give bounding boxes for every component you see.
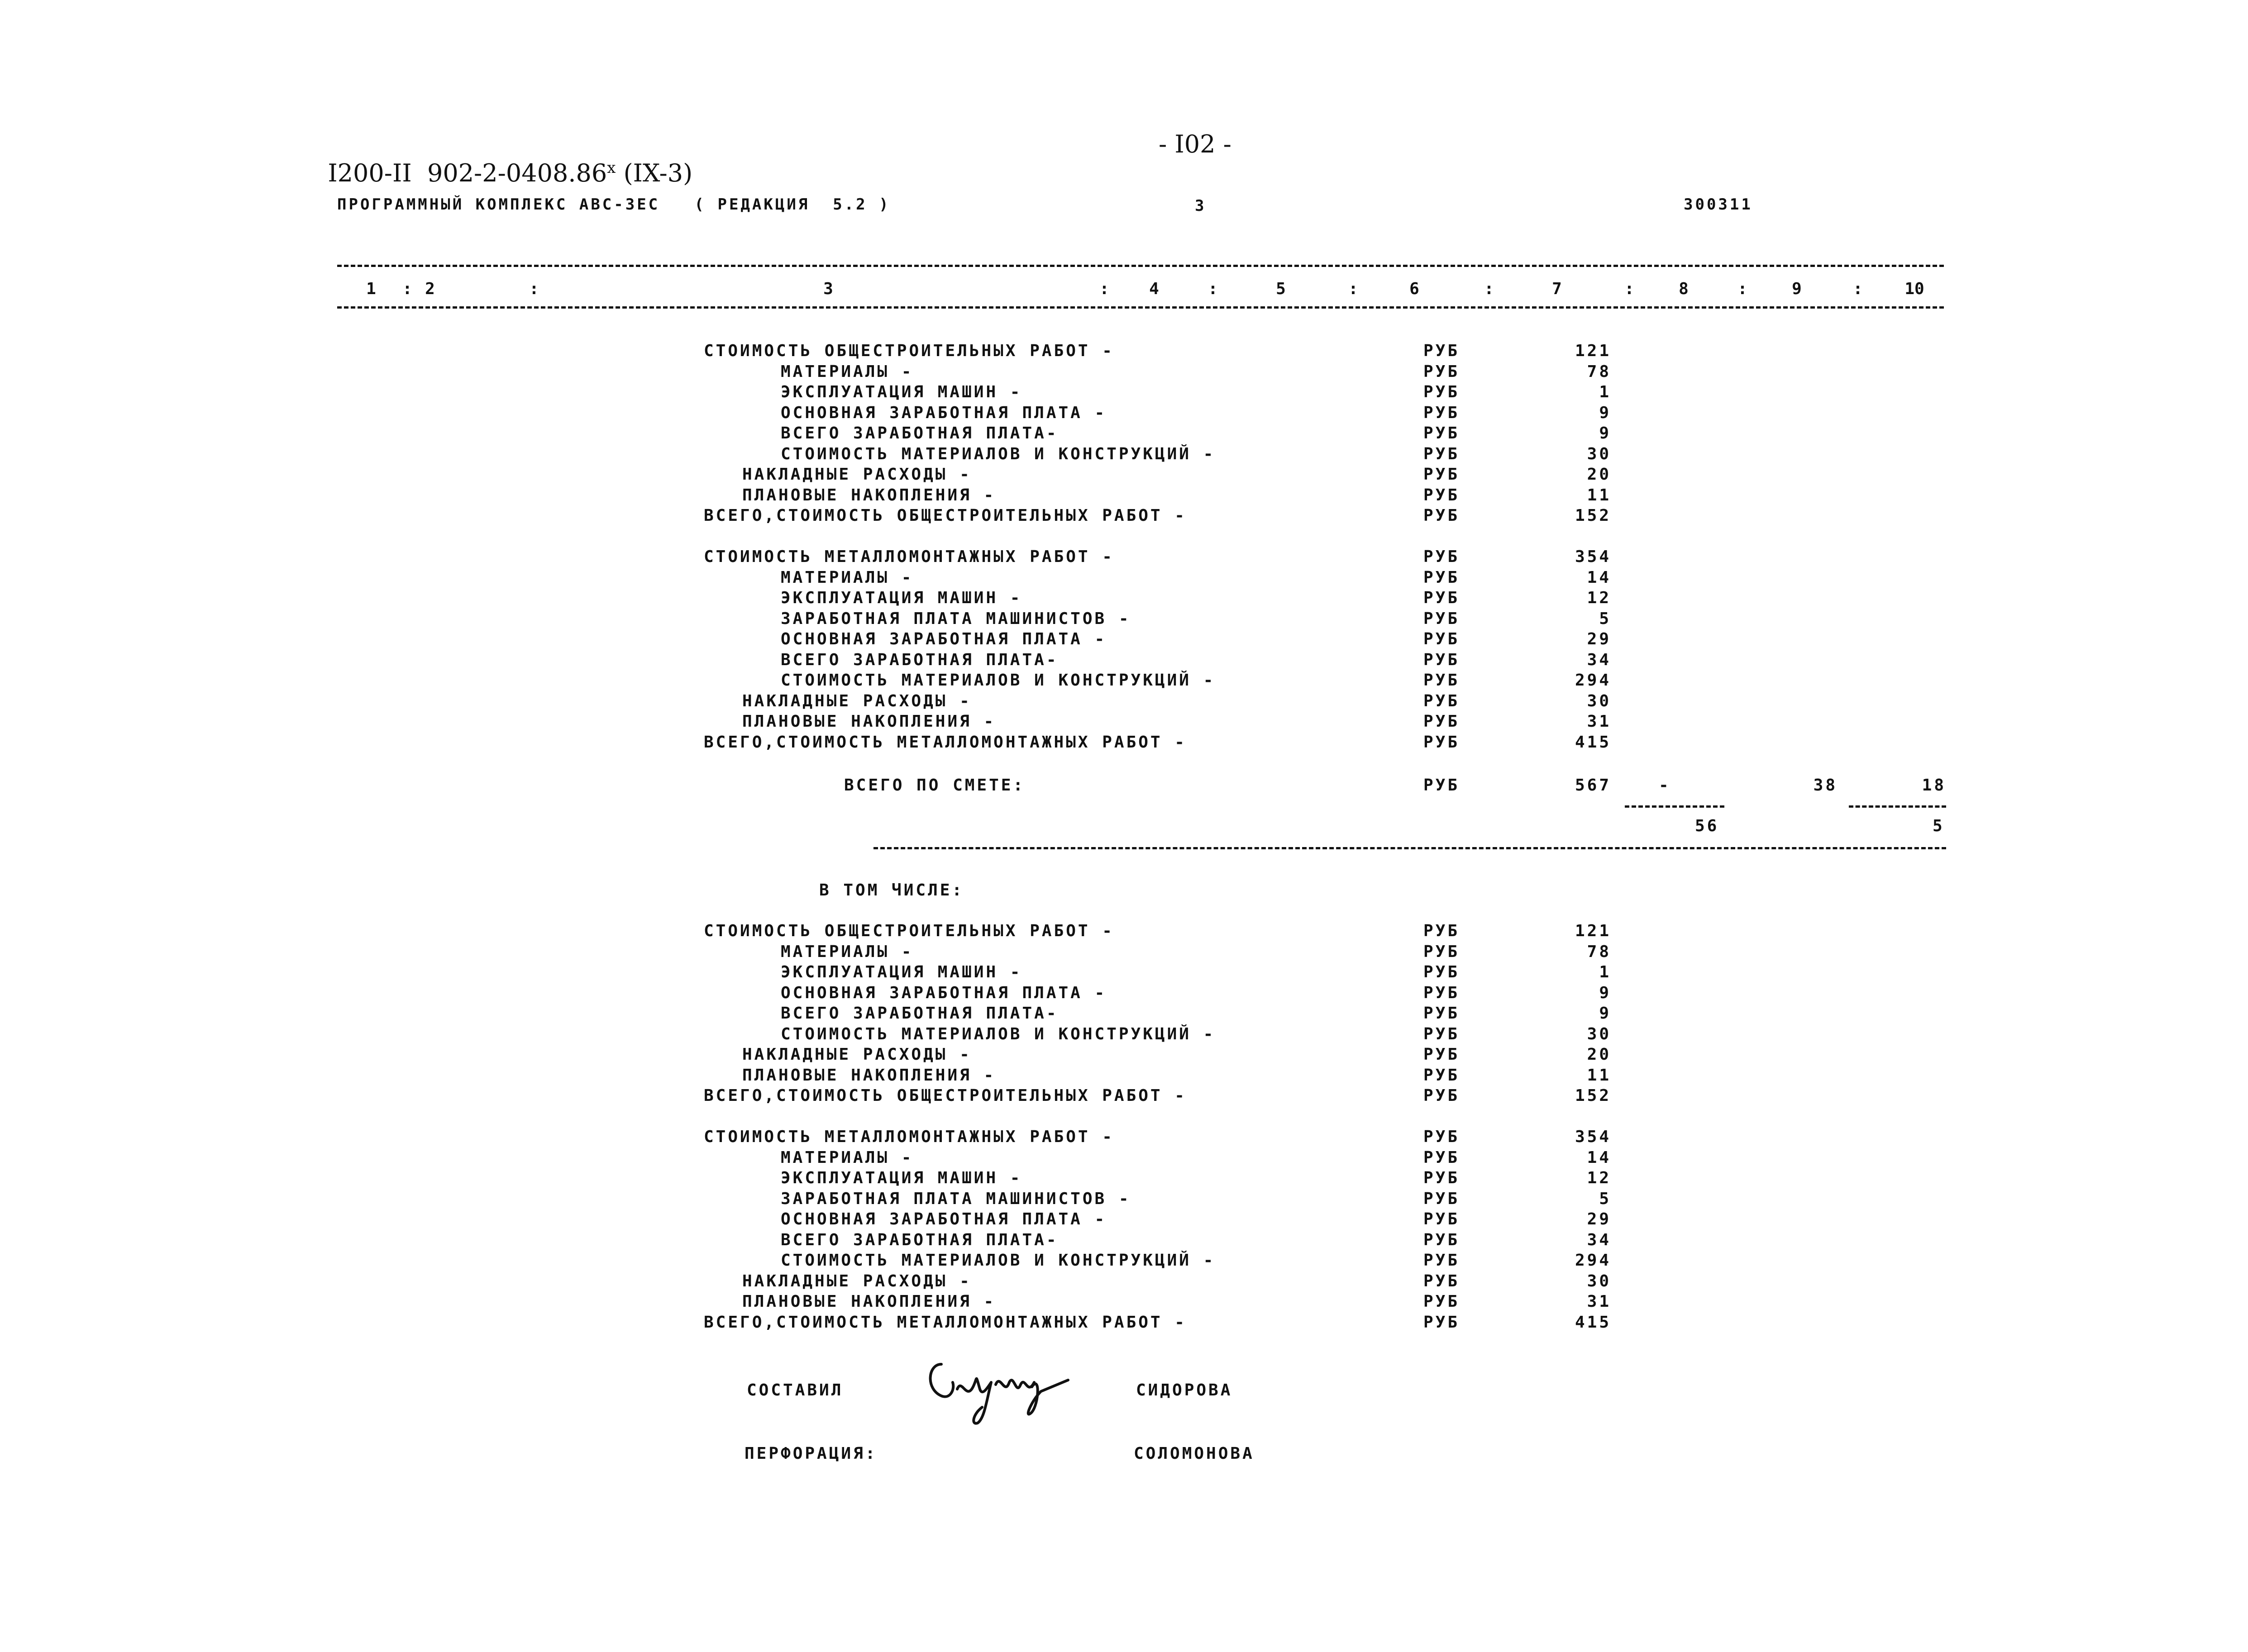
document-code-suffix: (IX-3)	[616, 159, 693, 187]
row-unit: РУБ	[1423, 1292, 1460, 1311]
row-unit: РУБ	[1423, 733, 1460, 752]
row-label: СТОИМОСТЬ МАТЕРИАЛОВ И КОНСТРУКЦИЙ -	[781, 1024, 1216, 1043]
column-separator: :	[1624, 280, 1634, 298]
row-value: 9	[1599, 1004, 1611, 1023]
row-value: 34	[1587, 650, 1611, 669]
row-value: 30	[1587, 444, 1611, 463]
perforation-name: СОЛОМОНОВА	[1134, 1444, 1255, 1463]
row-label: ЗАРАБОТНАЯ ПЛАТА МАШИНИСТОВ -	[781, 1189, 1131, 1208]
row-unit: РУБ	[1423, 983, 1460, 1002]
row-unit: РУБ	[1423, 630, 1460, 648]
row-label: ВСЕГО,СТОИМОСТЬ ОБЩЕСТРОИТЕЛЬНЫХ РАБОТ -	[704, 506, 1187, 525]
row-label: ЭКСПЛУАТАЦИЯ МАШИН -	[781, 589, 1022, 607]
row-unit: РУБ	[1423, 1210, 1460, 1228]
row-unit: РУБ	[1423, 486, 1460, 505]
row-unit: РУБ	[1423, 712, 1460, 731]
header-rule-bottom	[337, 306, 1944, 309]
row-value: 354	[1575, 1128, 1611, 1146]
row-label: МАТЕРИАЛЫ -	[781, 568, 914, 587]
row-label: СТОИМОСТЬ МЕТАЛЛОМОНТАЖНЫХ РАБОТ -	[704, 1128, 1114, 1146]
row-label: НАКЛАДНЫЕ РАСХОДЫ -	[742, 465, 972, 484]
column-number: 6	[1409, 280, 1419, 298]
row-value: 30	[1587, 691, 1611, 710]
row-value: 415	[1575, 1313, 1611, 1332]
row-value: 152	[1575, 1086, 1611, 1105]
total-sub-col10: 5	[1933, 817, 1945, 835]
row-unit: РУБ	[1423, 1189, 1460, 1208]
row-value: 30	[1587, 1271, 1611, 1290]
row-unit: РУБ	[1423, 1086, 1460, 1105]
column-separator: :	[1099, 280, 1109, 298]
row-unit: РУБ	[1423, 1004, 1460, 1023]
row-unit: РУБ	[1423, 1066, 1460, 1085]
column-number: 7	[1552, 280, 1562, 298]
including-label: В ТОМ ЧИСЛЕ:	[819, 881, 964, 900]
column-number: 3	[823, 280, 833, 298]
row-unit: РУБ	[1423, 506, 1460, 525]
row-label: МАТЕРИАЛЫ -	[781, 1148, 914, 1167]
row-label: ВСЕГО ЗАРАБОТНАЯ ПЛАТА-	[781, 1004, 1059, 1023]
row-value: 354	[1575, 547, 1611, 566]
row-label: ПЛАНОВЫЕ НАКОПЛЕНИЯ -	[742, 486, 996, 505]
column-separator: :	[1348, 280, 1358, 298]
row-label: ОСНОВНАЯ ЗАРАБОТНАЯ ПЛАТА -	[781, 1210, 1107, 1228]
column-separator: :	[1208, 280, 1218, 298]
row-label: ВСЕГО,СТОИМОСТЬ МЕТАЛЛОМОНТАЖНЫХ РАБОТ -	[704, 1313, 1187, 1332]
program-title: ПРОГРАММНЫЙ КОМПЛЕКС АВС-ЗЕС ( РЕДАКЦИЯ 5.2 )	[337, 195, 891, 214]
row-label: ЭКСПЛУАТАЦИЯ МАШИН -	[781, 383, 1022, 401]
row-value: 29	[1587, 630, 1611, 648]
row-label: ЗАРАБОТНАЯ ПЛАТА МАШИНИСТОВ -	[781, 609, 1131, 628]
row-label: СТОИМОСТЬ МАТЕРИАЛОВ И КОНСТРУКЦИЙ -	[781, 671, 1216, 690]
row-unit: РУБ	[1423, 1313, 1460, 1332]
row-value: 12	[1587, 1169, 1611, 1187]
header-rule-top	[337, 265, 1944, 267]
row-unit: РУБ	[1423, 383, 1460, 401]
row-unit: РУБ	[1423, 1230, 1460, 1249]
row-label: ЭКСПЛУАТАЦИЯ МАШИН -	[781, 1169, 1022, 1187]
document-code	[312, 136, 692, 186]
total-label: ВСЕГО ПО СМЕТЕ:	[844, 776, 1026, 795]
row-label: МАТЕРИАЛЫ -	[781, 942, 914, 961]
row-label: ОСНОВНАЯ ЗАРАБОТНАЯ ПЛАТА -	[781, 403, 1107, 422]
total-col9: 38	[1813, 776, 1838, 795]
row-label: ПЛАНОВЫЕ НАКОПЛЕНИЯ -	[742, 712, 996, 731]
row-value: 14	[1587, 1148, 1611, 1167]
row-value: 5	[1599, 609, 1611, 628]
column-number: 10	[1904, 280, 1924, 298]
row-label: НАКЛАДНЫЕ РАСХОДЫ -	[742, 691, 972, 710]
row-unit: РУБ	[1423, 444, 1460, 463]
column-separator: :	[529, 280, 539, 298]
column-separator: :	[1737, 280, 1747, 298]
column-number: 8	[1679, 280, 1689, 298]
row-unit: РУБ	[1423, 691, 1460, 710]
row-value: 29	[1587, 1210, 1611, 1228]
row-value: 14	[1587, 568, 1611, 587]
row-unit: РУБ	[1423, 942, 1460, 961]
row-value: 415	[1575, 733, 1611, 752]
row-value: 11	[1587, 486, 1611, 505]
row-unit: РУБ	[1423, 963, 1460, 981]
row-value: 121	[1575, 342, 1611, 360]
row-value: 5	[1599, 1189, 1611, 1208]
row-unit: РУБ	[1423, 342, 1460, 360]
row-value: 9	[1599, 424, 1611, 443]
row-unit: РУБ	[1423, 650, 1460, 669]
column-number: 9	[1792, 280, 1802, 298]
row-unit: РУБ	[1423, 465, 1460, 484]
row-value: 294	[1575, 671, 1611, 690]
row-unit: РУБ	[1423, 1169, 1460, 1187]
row-label: СТОИМОСТЬ МЕТАЛЛОМОНТАЖНЫХ РАБОТ -	[704, 547, 1114, 566]
total-rule	[873, 847, 1946, 849]
row-value: 78	[1587, 942, 1611, 961]
total-subrule-col10	[1849, 805, 1946, 808]
row-value: 1	[1599, 383, 1611, 401]
row-unit: РУБ	[1423, 609, 1460, 628]
total-col10: 18	[1922, 776, 1946, 795]
row-unit: РУБ	[1423, 589, 1460, 607]
compiled-name: СИДОРОВА	[1136, 1381, 1233, 1400]
row-label: СТОИМОСТЬ ОБЩЕСТРОИТЕЛЬНЫХ РАБОТ -	[704, 922, 1114, 940]
row-label: СТОИМОСТЬ МАТЕРИАЛОВ И КОНСТРУКЦИЙ -	[781, 444, 1216, 463]
perforation-label: ПЕРФОРАЦИЯ:	[745, 1444, 878, 1463]
row-unit: РУБ	[1423, 1271, 1460, 1290]
row-value: 31	[1587, 712, 1611, 731]
row-unit: РУБ	[1423, 403, 1460, 422]
document-id: 300311	[1684, 195, 1753, 214]
row-value: 9	[1599, 403, 1611, 422]
column-number: 4	[1149, 280, 1159, 298]
row-value: 152	[1575, 506, 1611, 525]
page-number: - I02 -	[1159, 130, 1231, 158]
row-label: ВСЕГО,СТОИМОСТЬ ОБЩЕСТРОИТЕЛЬНЫХ РАБОТ -	[704, 1086, 1187, 1105]
row-value: 20	[1587, 1045, 1611, 1064]
row-label: СТОИМОСТЬ МАТЕРИАЛОВ И КОНСТРУКЦИЙ -	[781, 1251, 1216, 1270]
total-subrule-col8	[1625, 805, 1724, 808]
column-number: 2	[425, 280, 435, 298]
row-value: 20	[1587, 465, 1611, 484]
row-label: ВСЕГО ЗАРАБОТНАЯ ПЛАТА-	[781, 1230, 1059, 1249]
column-separator: :	[1853, 280, 1863, 298]
row-value: 12	[1587, 589, 1611, 607]
row-value: 78	[1587, 362, 1611, 381]
document-code-main: I200-II 902-2-0408.86	[328, 159, 607, 187]
row-value: 294	[1575, 1251, 1611, 1270]
total-sub-col8: 56	[1695, 817, 1719, 835]
sheet-number: 3	[1195, 197, 1207, 215]
row-label: ПЛАНОВЫЕ НАКОПЛЕНИЯ -	[742, 1066, 996, 1085]
row-value: 30	[1587, 1024, 1611, 1043]
row-value: 9	[1599, 983, 1611, 1002]
row-label: ПЛАНОВЫЕ НАКОПЛЕНИЯ -	[742, 1292, 996, 1311]
row-unit: РУБ	[1423, 1251, 1460, 1270]
row-unit: РУБ	[1423, 1148, 1460, 1167]
row-unit: РУБ	[1423, 1045, 1460, 1064]
row-label: МАТЕРИАЛЫ -	[781, 362, 914, 381]
column-number: 5	[1276, 280, 1286, 298]
row-unit: РУБ	[1423, 1024, 1460, 1043]
row-value: 34	[1587, 1230, 1611, 1249]
row-value: 11	[1587, 1066, 1611, 1085]
row-value: 31	[1587, 1292, 1611, 1311]
row-label: НАКЛАДНЫЕ РАСХОДЫ -	[742, 1271, 972, 1290]
row-unit: РУБ	[1423, 1128, 1460, 1146]
row-value: 121	[1575, 922, 1611, 940]
row-unit: РУБ	[1423, 362, 1460, 381]
row-label: ОСНОВНАЯ ЗАРАБОТНАЯ ПЛАТА -	[781, 983, 1107, 1002]
document-code-superscript: x	[607, 159, 616, 177]
signature	[923, 1346, 1073, 1428]
row-label: НАКЛАДНЫЕ РАСХОДЫ -	[742, 1045, 972, 1064]
row-label: ВСЕГО ЗАРАБОТНАЯ ПЛАТА-	[781, 650, 1059, 669]
row-unit: РУБ	[1423, 922, 1460, 940]
row-label: ОСНОВНАЯ ЗАРАБОТНАЯ ПЛАТА -	[781, 630, 1107, 648]
row-value: 1	[1599, 963, 1611, 981]
column-number: 1	[366, 280, 376, 298]
total-col8: -	[1659, 776, 1671, 795]
row-label: ЭКСПЛУАТАЦИЯ МАШИН -	[781, 963, 1022, 981]
row-unit: РУБ	[1423, 671, 1460, 690]
column-separator: :	[402, 280, 412, 298]
total-value: 567	[1575, 776, 1611, 795]
row-label: ВСЕГО,СТОИМОСТЬ МЕТАЛЛОМОНТАЖНЫХ РАБОТ -	[704, 733, 1187, 752]
column-separator: :	[1484, 280, 1494, 298]
row-unit: РУБ	[1423, 424, 1460, 443]
row-label: СТОИМОСТЬ ОБЩЕСТРОИТЕЛЬНЫХ РАБОТ -	[704, 342, 1114, 360]
row-label: ВСЕГО ЗАРАБОТНАЯ ПЛАТА-	[781, 424, 1059, 443]
row-unit: РУБ	[1423, 568, 1460, 587]
total-unit: РУБ	[1423, 776, 1460, 795]
row-unit: РУБ	[1423, 547, 1460, 566]
compiled-label: СОСТАВИЛ	[747, 1381, 844, 1400]
